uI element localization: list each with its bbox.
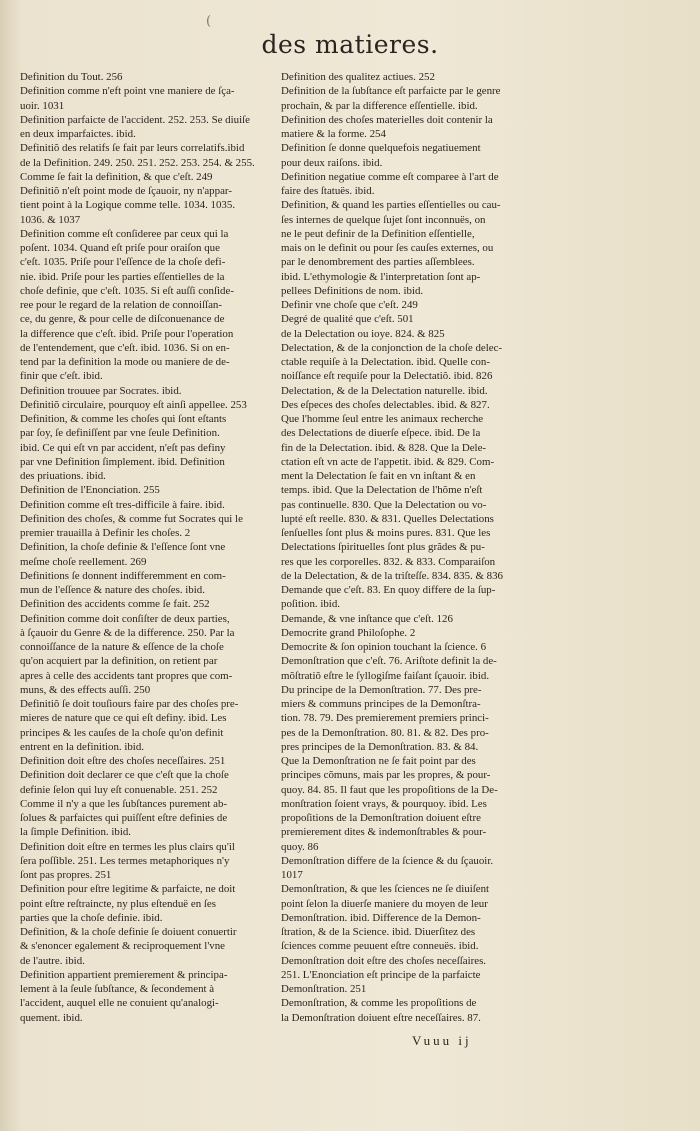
index-line: Definition doit eſtre en termes les plus clairs qu'il [20,840,235,853]
left-index-column [20,70,262,1025]
index-line: ſciences comme peuuent eſtre conneuës. ibid. [281,940,479,953]
index-line: Delectations ſpirituelles ſont plus grãdes & pu- [281,541,485,554]
index-line: Definition doit eſtre des choſes neceſſaires. 251 [20,755,226,767]
index-line: definie ſelon qui luy eſt conuenable. 251. 252 [20,783,218,796]
index-line: matiere & la forme. 254 [281,128,386,140]
index-line: apres à celle des accidents tant propres que com- [20,669,233,682]
index-line: lupté eſt reelle. 830. & 831. Quelles Delectations [281,512,494,525]
index-line: muns, & des effects auſſi. 250 [20,683,151,696]
index-line: mõſtratiõ eſtre le ſyllogiſme faiſant ſçauoir. ibid. [281,669,490,682]
index-line: noiſſance eſt requiſe pour la Delectatiõ. ibid. 826 [281,370,493,383]
index-line: Definitiõ circulaire, pourquoy eſt ainſi appellee. 253 [20,398,247,411]
index-line: c'eſt. 1035. Priſe pour l'eſſence de la choſe defi- [20,256,226,269]
index-line: 1036. & 1037 [20,213,81,226]
index-line: Democrite grand Philoſophe. 2 [281,626,416,639]
index-line: Que la Demonſtration ne ſe fait point par des [281,755,476,767]
index-line: Definition du Tout. 256 [20,71,123,83]
index-line: Definition comme eſt conſideree par ceux qui la [20,227,229,240]
index-line: ſont pas propres. 251 [20,869,112,881]
index-line: Definitiõ n'eſt point mode de ſçauoir, ny n'appar- [20,185,232,197]
index-line: par vne Definition ſimplement. ibid. Definition [20,455,225,468]
index-line: 251. L'Enonciation eſt principe de la parfaicte [281,968,481,981]
index-line: Definition comme n'eft point vne maniere de ſça- [20,85,235,98]
index-line: monſtration ſoient vrays, & pourquoy. ibid. Les [281,797,487,810]
index-line: Democrite & ſon opinion touchant la ſcience. 6 [281,641,487,653]
index-line: la Demonſtration doiuent eſtre neceſſaires. 87. [281,1011,481,1024]
running-header: des matieres. [261,30,439,59]
index-line: Delectation, & de la conjonction de la choſe delec- [281,341,503,354]
index-line: nie. ibid. Priſe pour les parties eſſentielles de la [20,270,225,283]
index-line: res que les corporelles. 832. & 833. Comparaiſon [281,555,496,568]
index-line: ctable requiſe à la Delectation. ibid. Quelle con- [281,356,490,368]
index-line: miers & communs principes de la Demonſtra- [281,698,481,710]
index-line: ſenſuelles ſont plus & moins pures. 831. Que les [281,527,491,539]
index-line: Definition, & quand les parties eſſentielles ou cau- [281,199,501,212]
index-line: de l'entendement, que c'eſt. ibid. 1036. Si on en- [20,341,230,354]
index-line: Demonſtration doit eſtre des choſes neceſſaires. [281,954,487,967]
index-line: point eſtre reſtraincte, ny plus eſtenduë en ſes [20,897,216,910]
index-line: Definition ſe donne quelquefois negatiuement [281,142,481,155]
index-line: en deux imparfaictes. ibid. [20,128,136,140]
index-line: mun de l'eſſence & nature des choſes. ibid. [20,584,205,596]
index-line: Du principe de la Demonſtration. 77. Des pre- [281,683,482,696]
index-line: ſolues & parfaictes qui puiſſent eſtre definies de [20,812,228,824]
index-line: meſme choſe reellement. 269 [20,555,147,568]
index-line: Definition comme eſt tres-difficile à faire. ibid. [20,498,225,511]
index-line: & s'enoncer egalement & reciproquement l'vne [20,940,226,953]
index-line: de la Delectation ou ioye. 824. & 825 [281,327,445,340]
index-line: temps. ibid. Que la Delectation de l'hõme n'eſt [281,484,483,497]
index-line: ne le peut definir de la Definition eſſentielle, [281,227,475,240]
index-line: pes de la Demonſtration. 80. 81. & 82. Des pro- [281,726,489,739]
index-line: Demonſtration. 251 [281,983,367,995]
index-line: mais on le definit ou pour ſes cauſes externes, ou [281,242,494,254]
index-line: l'accident, auquel elle ne conuient qu'analogi- [20,997,219,1010]
index-line: poſent. 1034. Quand eſt priſe pour oraiſon que [20,242,220,254]
index-line: principes cõmuns, mais par les propres, & pour- [281,769,491,782]
index-line: Definition doit declarer ce que c'eſt que la choſe [20,769,229,782]
index-line: 1017 [281,869,303,881]
index-line: par ſoy, ſe definiſſent par vne ſeule Definition. [20,427,220,440]
index-line: lement à la ſeule ſubſtance, & ſecondement à [20,983,215,995]
index-line: pellees Definitions de nom. ibid. [281,284,424,297]
index-line: faire des ſtatuës. ibid. [281,185,375,197]
index-line: Comme ſe fait la definition, & que c'eſt. 249 [20,170,213,183]
index-line: la difference que c'eſt. ibid. Priſe pour l'operation [20,327,234,340]
index-line: Comme il n'y a que les ſubſtances purement ab- [20,797,228,810]
index-line: Definir vne choſe que c'eſt. 249 [281,299,418,311]
index-line: tion. 78. 79. Des premierement premiers princi- [281,712,489,725]
index-line: parties que la choſe definie. ibid. [20,911,163,924]
index-line: Demande que c'eſt. 83. En quoy differe de la ſup- [281,584,496,596]
index-line: tient point à la Logique comme telle. 1034. 1035. [20,199,236,212]
index-line: Definition de la ſubſtance eſt parfaicte par le genre [281,85,501,98]
index-line: Demonſtration. ibid. Difference de la Demon- [281,911,481,924]
index-line: ibid. Ce qui eſt vn par accident, n'eſt pas definy [20,441,226,454]
index-line: ce, du genre, & pour celle de diſconuenance de [20,313,225,326]
index-line: de l'autre. ibid. [20,954,85,967]
right-index-column [281,70,542,1025]
index-line: Definition appartient premierement & principa- [20,968,228,981]
index-line: Definition parfaicte de l'accident. 252. 253. Se diuiſe [20,113,250,126]
index-line: ſera poſſible. 251. Les termes metaphoriques n'y [20,854,230,867]
index-line: ſes internes de quelque ſujet ſont inconnuës, on [281,213,486,226]
index-line: de la Delectation, & de la triſteſſe. 834. 835. & 836 [281,569,503,582]
index-line: quoy. 84. 85. Il faut que les propoſitions de la De- [281,783,498,796]
index-line: de la Definition. 249. 250. 251. 252. 253. 254. & 255. [20,156,255,169]
index-line: prochain, & par la difference eſſentielle. ibid. [281,99,478,112]
index-line: mieres de nature que ce qui eſt definy. ibid. Les [20,712,227,725]
index-line: par le denombrement des parties aſſemblees. [281,256,475,269]
index-line: à ſçauoir du Genre & de la difference. 250. Par la [20,626,235,639]
index-line: qu'on acquiert par la definition, on retient par [20,655,218,668]
index-line: des priuations. ibid. [20,470,106,482]
index-line: pas continuelle. 830. Que la Delectation ou vo- [281,498,487,511]
index-line: fin de la Delectation. ibid. & 828. Que la Dele- [281,441,487,454]
index-line: premierement dites & indemonſtrables & pour- [281,826,487,839]
index-line: choſe definie, que c'eſt. 1035. Si eſt auſſi conſide- [20,284,234,297]
index-line: Degré de qualité que c'eſt. 501 [281,313,414,326]
index-line: Demonſtration, & comme les propoſitions de [281,997,477,1010]
index-line: ctation eſt vn acte de l'appetit. ibid. & 829. Com- [281,455,495,468]
index-line: Des eſpeces des choſes delectables. ibid. & 827. [281,398,490,411]
index-line: point ſelon la diuerſe maniere du moyen de leur [281,897,488,910]
index-line: Definition negatiue comme eſt comparee à l'art de [281,170,499,183]
index-line: Que l'homme ſeul entre les animaux recherche [281,413,484,425]
index-line: la ſimple Definition. ibid. [20,826,132,839]
index-line: propoſitions de la Demonſtration doiuent eſtre [281,812,481,824]
page-mark: ( [206,14,212,29]
index-line: pres principes de la Demonſtration. 83. & 84. [281,740,479,753]
index-line: Definition de l'Enonciation. 255 [20,484,160,497]
index-line: Demonſtration differe de la ſcience & du ſçauoir. [281,854,494,867]
index-line: premier trauailla à Definir les choſes. 2 [20,527,191,539]
index-line: ree pour le regard de la relation de connoiſſan- [20,299,222,311]
index-line: Definition trouuee par Socrates. ibid. [20,384,182,397]
index-line: ſtration, & de la Science. ibid. Diuerſitez des [281,926,476,938]
index-line: principes & les cauſes de la choſe qu'on definit [20,726,224,739]
index-line: Definitiõ ſe doit touſiours faire par des choſes pre- [20,698,239,710]
index-line: Definition, & comme les choſes qui ſont eſtants [20,413,227,425]
index-line: Demonſtration que c'eſt. 76. Ariſtote definit la de- [281,655,497,668]
index-line: Definition des choſes materielles doit contenir la [281,113,493,126]
index-line: Definition des qualitez actiues. 252 [281,71,435,83]
index-line: Definition, la choſe definie & l'eſſence ſont vne [20,541,226,554]
index-line: Definitions ſe donnent indifferemment en com- [20,569,226,582]
index-line: Definition des accidents comme ſe fait. 252 [20,598,210,611]
index-line: connoiſſance de la nature & eſſence de la choſe [20,641,224,653]
index-line: tend par la definition la mode ou maniere de de- [20,356,230,368]
index-line: entrent en la definition. ibid. [20,740,144,753]
index-line: Definitiõ des relatifs ſe fait par leurs correlatifs.ibid [20,142,245,155]
index-line: ibid. L'ethymologie & l'interpretation ſont ap- [281,270,481,283]
index-line: Definition pour eſtre legitime & parfaicte, ne doit [20,883,236,896]
index-line: poſition. ibid. [281,598,340,611]
index-line: Definition, & la choſe definie ſe doiuent conuertir [20,926,237,938]
index-line: ment la Delectation ſe fait en vn inſtant & en [281,470,476,482]
index-line: Demonſtration, & que les ſciences ne ſe diuiſent [281,883,490,896]
index-line: Demande, & vne inſtance que c'eſt. 126 [281,612,453,625]
index-line: Delectation, & de la Delectation naturelle. ibid. [281,384,488,397]
index-line: pour deux raiſons. ibid. [281,156,383,169]
index-line: uoir. 1031 [20,99,65,112]
index-line: quoy. 86 [281,840,319,853]
index-line: Definition comme doit conſiſter de deux parties, [20,612,230,625]
index-line: Definition des choſes, & comme fut Socrates qui le [20,512,243,525]
index-line: quement. ibid. [20,1011,83,1024]
index-line: des Delectations de diuerſe eſpece. ibid. De la [281,427,481,440]
index-line: finir que c'eſt. ibid. [20,370,103,383]
signature-mark: Vuuu ij [412,1033,472,1048]
